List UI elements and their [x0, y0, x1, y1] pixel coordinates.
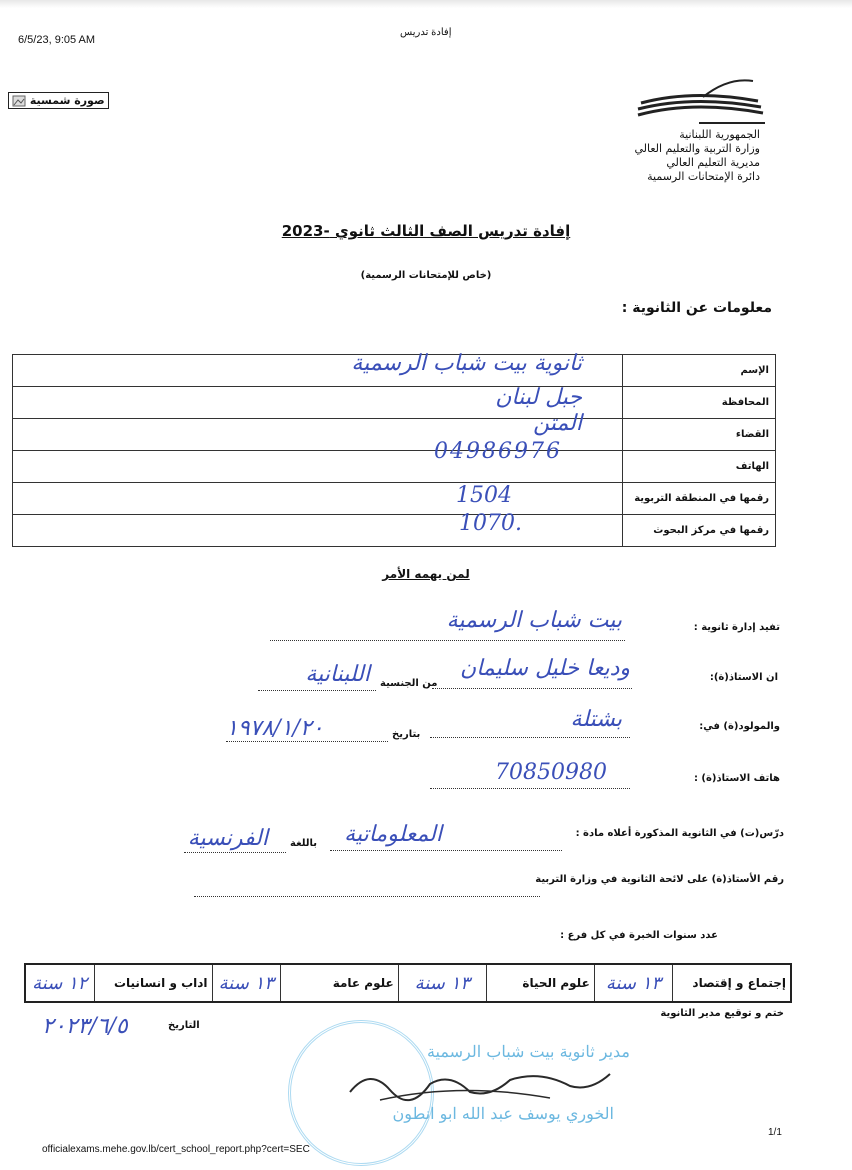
humanities-label: اداب و انسانيات [94, 964, 212, 1002]
teacher-phone-dotted-line [430, 788, 630, 789]
sociology-economics-value: ١٣ سنة [594, 964, 672, 1002]
school-name-value: ثانوية بيت شباب الرسمية [351, 351, 582, 376]
language-value: الفرنسية [187, 826, 268, 851]
region-number-value-cell [13, 483, 623, 515]
subject-value: المعلوماتية [344, 822, 442, 847]
director-signature-icon [340, 1062, 620, 1106]
school-name-value-cell [13, 351, 623, 387]
district-value: المتن [533, 411, 582, 436]
document-title [0, 222, 852, 240]
subject-dotted-line [330, 850, 562, 851]
admin-label: تفيد إدارة ثانوية : [693, 622, 780, 633]
sociology-economics-label: إجتماع و إقتصاد [673, 964, 791, 1002]
research-number-value-cell [13, 511, 623, 547]
ministry-logo-icon [633, 75, 768, 127]
stamp-name-line: الخوري يوسف عبد الله ابو انطون [392, 1104, 614, 1123]
governorate-value: جبل لبنان [495, 385, 582, 410]
nationality-label: من الجنسية [380, 678, 438, 689]
life-science-value: ١٣ سنة [398, 964, 486, 1002]
language-label: باللغة [290, 838, 318, 849]
table-row [13, 355, 776, 387]
general-science-label: علوم عامة [281, 964, 399, 1002]
table-row [13, 483, 776, 515]
signature-date-value: ٢٠٢٣/٦/٥ [42, 1014, 128, 1039]
governorate-value-cell [13, 387, 623, 419]
teacher-phone-value: 70850980 [495, 760, 607, 785]
image-icon [12, 95, 26, 107]
table-row [25, 964, 791, 1002]
table-row [13, 387, 776, 419]
phone-value-cell [13, 439, 623, 483]
born-label: والمولود(ة) في: [699, 721, 780, 732]
stamp-director-line: مدير ثانوية بيت شباب الرسمية [426, 1042, 630, 1061]
section-heading: معلومات عن الثانوية : [621, 300, 772, 316]
birth-date-value: ١٩٧٨/١/٢٠ [226, 716, 324, 741]
general-science-value: ١٣ سنة [212, 964, 281, 1002]
print-date: 6/5/23, 9:05 AM [18, 34, 96, 46]
experience-table [24, 963, 792, 1003]
born-dotted-line [430, 737, 630, 738]
region-number-label: رقمها في المنطقة التربوية [623, 483, 776, 515]
experience-heading: عدد سنوات الخبرة في كل فرع : [560, 930, 718, 941]
admin-value: بيت شباب الرسمية [446, 608, 622, 633]
title-year: 2023- [281, 222, 330, 240]
ministry-header [634, 128, 760, 184]
school-info-table [12, 351, 776, 547]
region-number-value: 1504 [456, 483, 512, 508]
page-number: 1/1 [768, 1127, 782, 1138]
language-dotted-line [184, 852, 286, 853]
subject-label: درّس(ت) في الثانوية المذكورة أعلاه مادة : [575, 828, 784, 839]
research-number-value: 1070. [459, 511, 522, 536]
research-number-label: رقمها في مركز البحوث [623, 515, 776, 547]
school-phone-value: 04986976 [434, 439, 562, 464]
scan-top-edge [0, 0, 852, 8]
photo-placeholder [8, 92, 109, 109]
department-line: دائرة الإمتحانات الرسمية [647, 170, 760, 183]
footer-url: officialexams.mehe.gov.lb/cert_school_report.php?cert=SEC [42, 1144, 310, 1155]
concern-heading: لمن يهمه الأمر [382, 567, 470, 581]
school-name-label: الإسم [623, 355, 776, 387]
register-dotted-line [194, 896, 540, 897]
directorate-line: مديرية التعليم العالي [666, 156, 760, 169]
district-label: القضاء [623, 419, 776, 451]
born-value: بشتلة [570, 707, 622, 732]
print-title: إفادة تدريس [400, 27, 452, 38]
table-row [13, 419, 776, 451]
teacher-label: ان الاستاذ(ة): [709, 672, 778, 683]
document-subtitle: (خاص للإمتحانات الرسمية) [360, 270, 492, 281]
teacher-value: وديعا خليل سليمان [460, 656, 630, 681]
admin-dotted-line [270, 640, 625, 641]
title-text: إفادة تدريس الصف الثالث ثانوي [329, 222, 571, 240]
signature-label: ختم و توقيع مدير الثانوية [660, 1008, 784, 1019]
governorate-label: المحافظة [623, 387, 776, 419]
date-label: بتاريخ [392, 729, 421, 740]
teacher-phone-label: هاتف الاستاذ(ة) : [693, 773, 780, 784]
republic-line: الجمهورية اللبنانية [679, 128, 760, 141]
nationality-value: اللبنانية [305, 662, 370, 687]
photo-label: صورة شمسية [29, 94, 105, 107]
life-science-label: علوم الحياة [486, 964, 594, 1002]
ministry-line: وزارة التربية والتعليم العالي [634, 142, 760, 155]
signature-date-label: التاريخ [168, 1020, 200, 1031]
table-row [13, 451, 776, 483]
date-dotted-line [226, 741, 388, 742]
teacher-dotted-line [432, 688, 632, 689]
humanities-value: ١٢ سنة [25, 964, 94, 1002]
register-label: رقم الأستاذ(ة) على لائحة الثانوية في وزارة التربية [535, 874, 784, 885]
table-row [13, 515, 776, 547]
nationality-dotted-line [258, 690, 376, 691]
phone-label: الهاتف [623, 451, 776, 483]
